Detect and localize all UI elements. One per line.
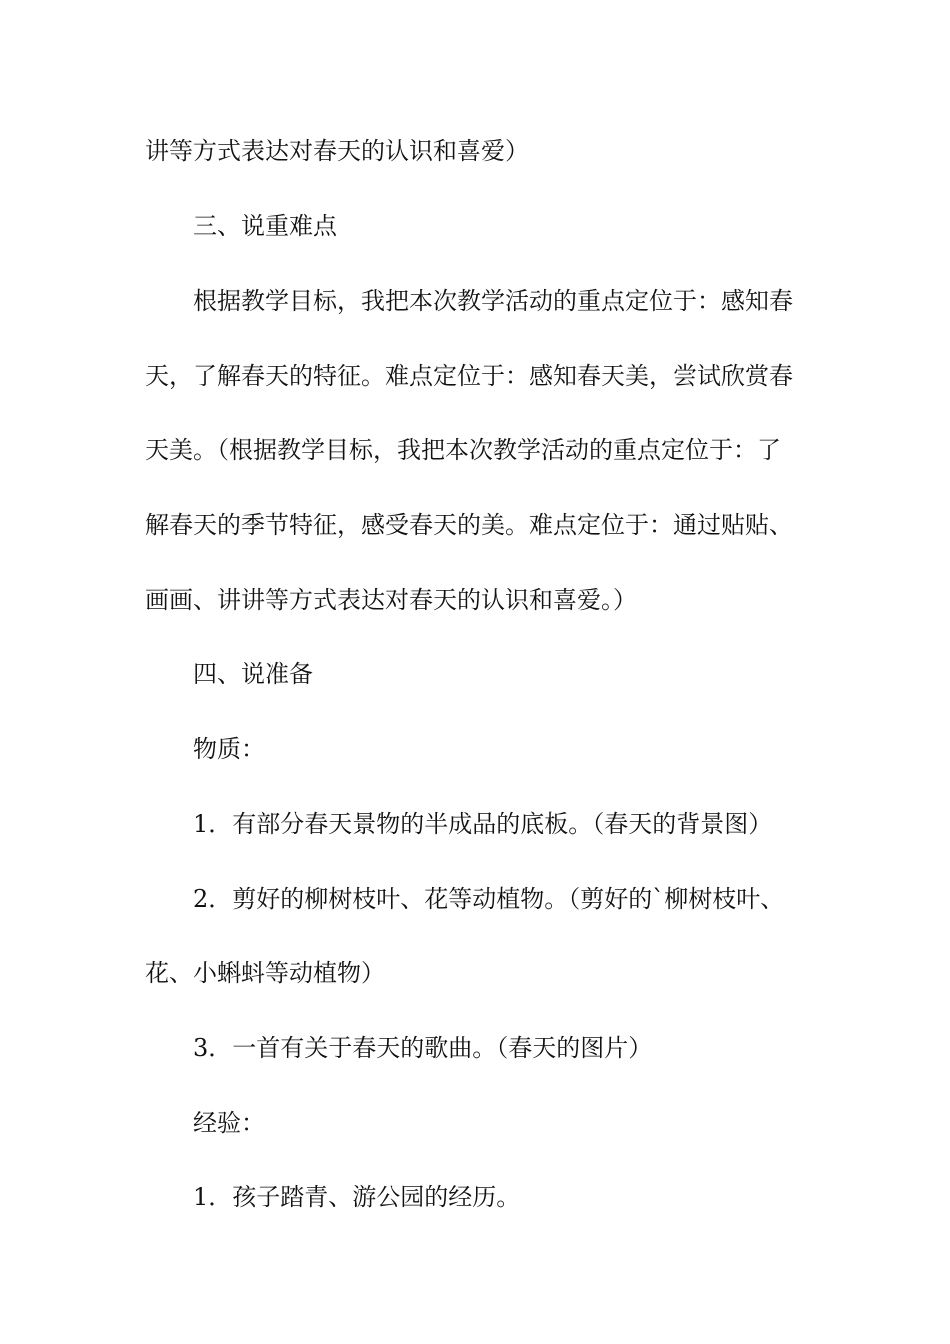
- text-line: 花、小蝌蚪等动植物）: [145, 959, 385, 987]
- text-line: 讲等方式表达对春天的认识和喜爱）: [145, 137, 529, 165]
- text-line: 画画、讲讲等方式表达对春天的认识和喜爱。）: [145, 586, 637, 614]
- list-item: 1．有部分春天景物的半成品的底板。（春天的背景图）: [193, 810, 773, 838]
- list-item: 3．一首有关于春天的歌曲。（春天的图片）: [193, 1034, 653, 1062]
- subheading: 经验：: [193, 1109, 265, 1137]
- subheading: 物质：: [193, 735, 265, 763]
- list-item: 1．孩子踏青、游公园的经历。: [193, 1183, 521, 1211]
- list-item: 2．剪好的柳树枝叶、花等动植物。（剪好的`柳树枝叶、: [193, 885, 785, 913]
- text-line: 根据教学目标，我把本次教学活动的重点定位于：感知春: [193, 287, 793, 315]
- section-heading: 四、说准备: [193, 660, 313, 688]
- text-line: 天，了解春天的特征。难点定位于：感知春天美，尝试欣赏春: [145, 362, 793, 390]
- text-line: 天美。（根据教学目标，我把本次教学活动的重点定位于：了: [145, 436, 781, 464]
- section-heading: 三、说重难点: [193, 212, 337, 240]
- text-line: 解春天的季节特征，感受春天的美。难点定位于：通过贴贴、: [145, 511, 793, 539]
